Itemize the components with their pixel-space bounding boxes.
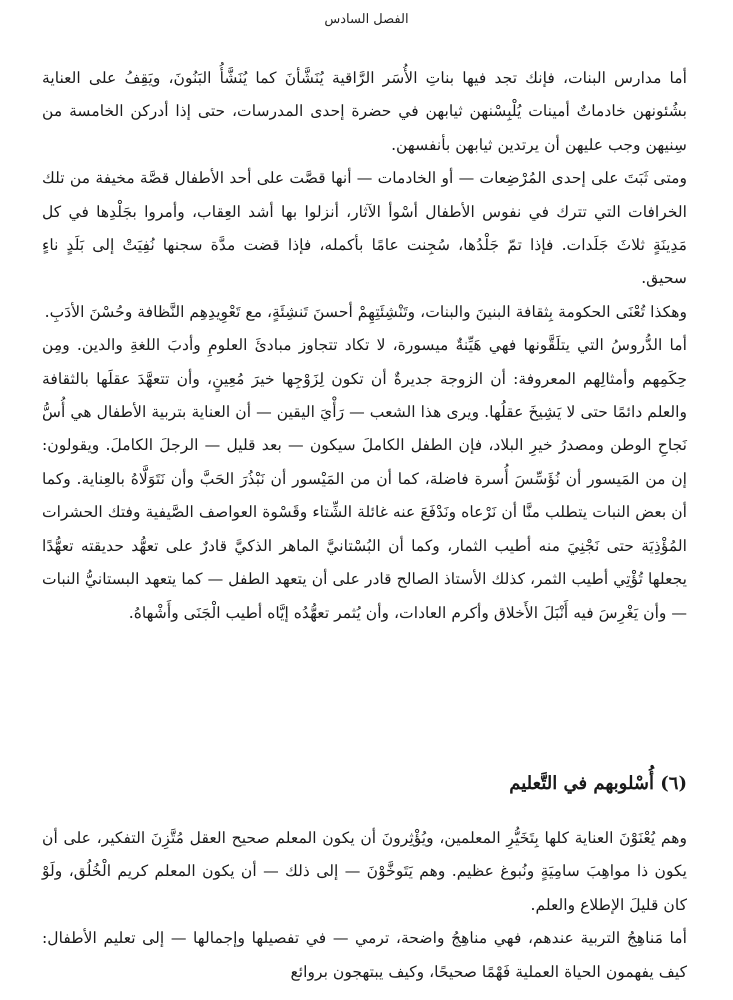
body-text bbox=[42, 62, 687, 630]
paragraph: وهم يُعْنَوْنَ العناية كلها بِتَخَيُّرِ المعلمين، ويُؤْثِرونَ أن يكون المعلم صحيح العقل مُتَّزِنَ التفكير، على أن يكون ذا مواهِبَ سامِيَةٍ ونُبوغ عظيم. وهم يَتَوخَّوْنَ — إلى ذلك — أن يكون المعلم كريم الْخُلُق، ولَوْ كان قليلَ الإطلاع والعلم. bbox=[42, 829, 687, 914]
paragraph: أما الدُّروسُ التي يتلَقَّونها فهي هَيِّنةٌ ميسورة، لا تكاد تتجاوز مبادئَ العلومِ وأدبَ اللغةِ والدين. ومِن حِكَمِهم وأمثالِهم المعروفة: أن الزوجة جديرةٌ أن تكون لِزَوْجِها خيرَ مُعِينٍ، وأن تتعهَّدَ عقلَها بالثقافة والعلم دائمًا حتى لا يَشِيخَ عقلُها. ويرى هذا الشعب — رَأْيَ اليقين — أن العناية بتربية الأطفال هي أُسُّ نَجاحِ الوطن ومصدرُ خيرِ البلاد، فإن الطفل الكاملَ سيكون — بعد قليل — الرجلَ الكاملَ. ويقولون: إن من المَيسور أن نُؤَسِّسَ أُسرة فاضلة، كما أن من المَيْسور أن نَبْذُرَ الحَبَّ وأن نَتَوَلَّاهُ بالعِناية. وكما أن بعض النبات يتطلب منَّا أن نَرْعاه ونَدْفَعَ عنه غائلة الشِّتاء وقَسْوة العواصف الصَّيفية وفتك الحشرات المُؤْذِيَة حتى نَجْنِيَ منه أطيب الثمار، وكما أن البُسْتانيَّ الماهر الذكيَّ قادرٌ على تعهُّد حديقته تعهُّدًا يجعلها تُؤْتِي أطيب الثمر، كذلك الأستاذ الصالح قادر على أن يتعهد الطفل — كما يتعهد البستانيُّ النبات — وأن يَغْرِسَ فيه أَنْبَلَ الأَخلاق وأكرم العادات، وأن يُثمر تعهُّدُه إيَّاه أطيب الْجَنَى وأَشْهاهُ. bbox=[42, 336, 687, 622]
paragraph: أما مَناهِجُ التربية عندهم، فهي مناهِجُ واضحة، ترمي — في تفصيلها وإجمالها — إلى تعليم الأطفال: كيف يفهمون الحياة العملية فَهْمًا صحيحًا، وكيف يبتهجون بروائع bbox=[42, 929, 687, 981]
paragraph: أما مدارس البنات، فإنك تجد فيها بناتِ الأُسَر الرَّاقية يُنَشَّأنَ كما يُنَشَّأُ البَنُونَ، ويَقِفُ على العناية بشُئونهن خادماتٌ أمينات يُلْبِسْنهن ثيابهن في حضرة إحدى المدرسات، حتى إذا أدركن الخامسة من سِنيهن وجب عليهن أن يرتدين ثيابهن بأنفسهن. bbox=[42, 69, 687, 154]
body-text-section bbox=[42, 822, 687, 989]
running-header: الفصل السادس bbox=[324, 12, 409, 27]
section-heading: (٦) أُسْلوبهم في التَّعليم bbox=[509, 773, 687, 794]
paragraph: وهكذا تُعْنَى الحكومة بِثقافة البنينَ والبنات، وتَنْشِئَتِهِمْ أحسنَ تَنشِئَةٍ، مع تَعْوِيدِهِم النَّظافة وحُسْنَ الأدَبِ. bbox=[44, 302, 687, 321]
paragraph: ومتى ثَبَتَ على إحدى المُرْضِعات — أو الخادمات — أنها قصَّت على أحد الأطفال قصَّة مخيفة من تلك الخرافات التي تترك في نفوس الأطفال أسْوأ الآثار، أنزلوا بها أشد العِقاب، وأمروا بجَلْدِها في كل مَدِينَةٍ ثلاثَ جَلَدات. فإذا تمّ جَلْدُها، سُجِنت عامًا بأكمله، فإذا قضت مدَّة سجنها نُفِيَتْ إلى بَلَدٍ ناءٍ سحيق. bbox=[42, 169, 687, 288]
